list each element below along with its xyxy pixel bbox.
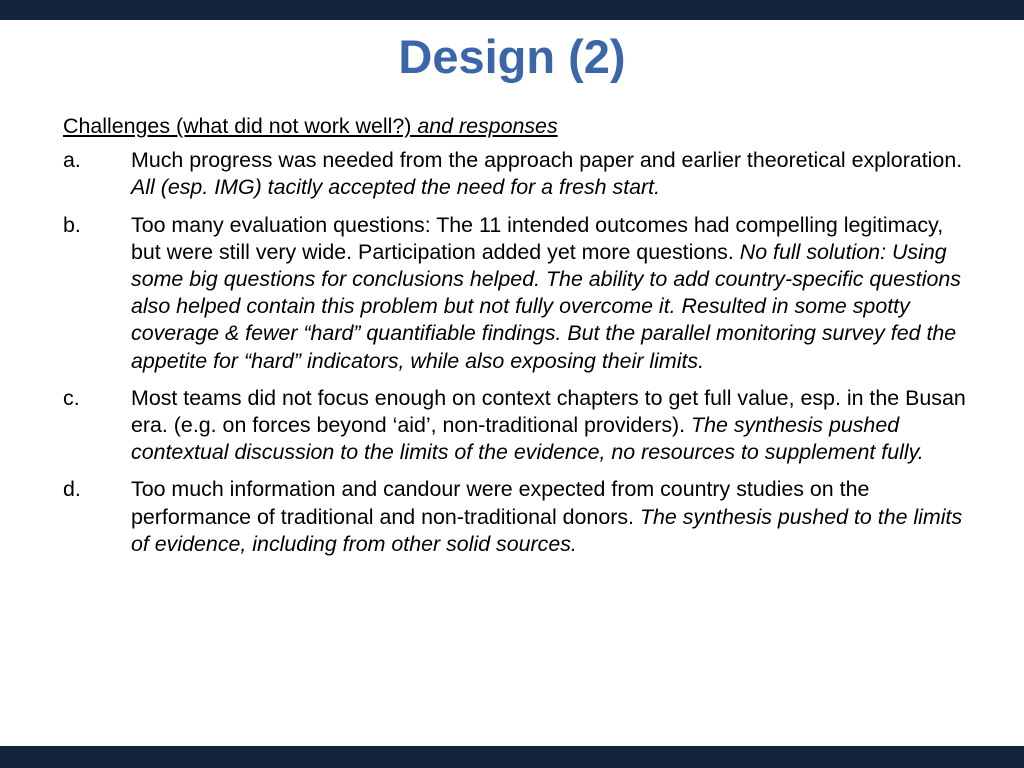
list-marker: a.: [63, 148, 81, 173]
list-item-a: [63, 147, 968, 201]
list-marker: c.: [63, 385, 80, 410]
list-item-text: [131, 147, 968, 201]
slide-title: Design (2): [398, 30, 626, 83]
list-item-text: [131, 385, 968, 467]
heading-italic-text: and responses: [417, 114, 558, 138]
heading-text: Challenges (what did not work well?): [63, 114, 412, 138]
response-text: No full solution: Using some big questions for conclusions helped. The ability to add country-specific questions also helped contain this problem but not fully overcome it. Resulted in some spotty coverage & fewer “hard” quantifiable findings. But the parallel monitoring survey fed the appetite for “hard” indicators, while also exposing their limits.: [131, 239, 961, 373]
section-heading: [63, 113, 968, 140]
bottom-banner: [0, 746, 1024, 768]
challenge-text: Most teams did not focus enough on context chapters to get full value, esp. in the Busan era. (e.g. on forces beyond ‘aid’, non-traditional providers).: [131, 385, 966, 438]
challenge-text: Too much information and candour were expected from country studies on the performance of traditional and non-traditional donors.: [131, 477, 870, 529]
list-marker: d.: [63, 477, 81, 502]
list-marker: b.: [63, 212, 81, 237]
response-text: All (esp. IMG) tacitly accepted the need for a fresh start.: [131, 175, 661, 200]
list-item-b: [63, 212, 968, 375]
response-text: The synthesis pushed contextual discussion to the limits of the evidence, no resources to supplement fully.: [131, 413, 924, 465]
list-item-d: [63, 476, 968, 558]
slide-body: [63, 113, 968, 568]
list-item-text: [131, 212, 968, 375]
list-item-c: [63, 385, 968, 467]
challenge-text: Too many evaluation questions: The 11 intended outcomes had compelling legitimacy, but were still very wide. Participation added yet more questions.: [131, 212, 944, 264]
list-item-text: [131, 476, 968, 558]
top-banner: [0, 0, 1024, 20]
challenge-text: Much progress was needed from the approach paper and earlier theoretical exploration.: [131, 148, 963, 173]
response-text: The synthesis pushed to the limits of evidence, including from other solid sources.: [131, 504, 963, 556]
